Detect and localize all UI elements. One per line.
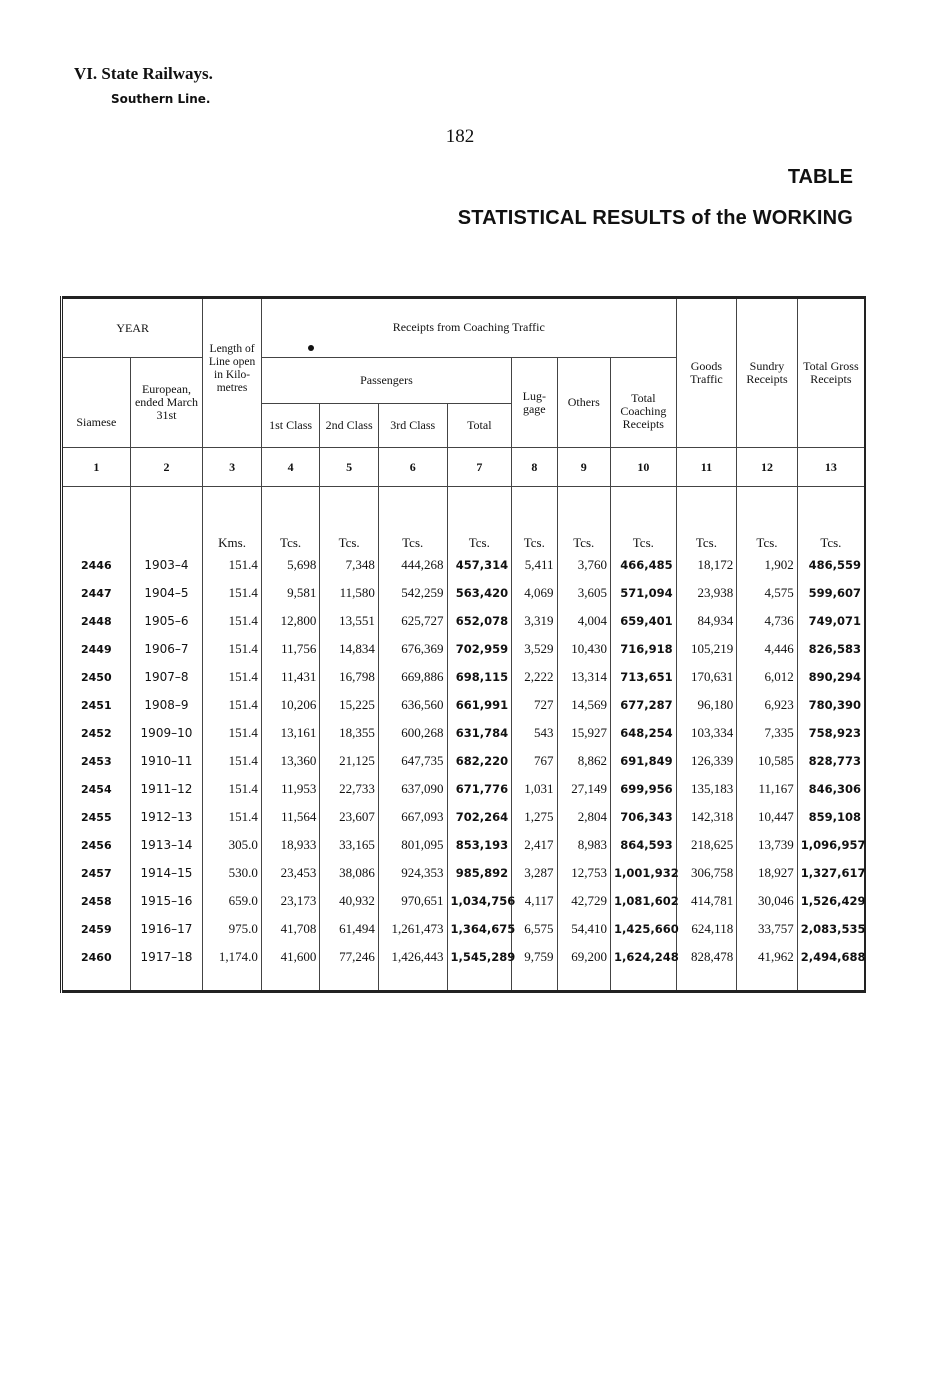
table-label: TABLE [787,166,853,188]
european-year-cell: 1912–13 [130,803,203,831]
second-class-cell: 21,125 [320,747,379,775]
coaching-total-cell: 713,651 [611,663,677,691]
sundry-receipts-cell: 10,585 [737,747,798,775]
third-class-cell: 625,727 [378,607,447,635]
european-year-cell: 1903–4 [130,551,203,579]
header-gross: Total Gross Receipts [797,298,865,448]
table-row [62,691,866,719]
siamese-year-cell: 2452 [62,719,131,747]
siamese-year-cell: 2455 [62,803,131,831]
line-length-cell: 151.4 [203,747,262,775]
gross-receipts-cell: 780,390 [797,691,865,719]
third-class-cell: 444,268 [378,551,447,579]
sundry-receipts-cell: 7,335 [737,719,798,747]
second-class-cell: 16,798 [320,663,379,691]
col-number: 10 [611,448,677,487]
gross-receipts-cell: 758,923 [797,719,865,747]
coaching-total-cell: 466,485 [611,551,677,579]
statistics-table [60,296,866,993]
second-class-cell: 23,607 [320,803,379,831]
first-class-cell: 12,800 [261,607,320,635]
table-row [62,915,866,943]
others-cell: 4,004 [557,607,610,635]
unit-label: Tcs. [797,487,865,552]
sundry-receipts-cell: 4,575 [737,579,798,607]
first-class-cell: 41,708 [261,915,320,943]
second-class-cell: 18,355 [320,719,379,747]
goods-traffic-cell: 218,625 [676,831,737,859]
european-year-cell: 1906–7 [130,635,203,663]
coaching-total-cell: 699,956 [611,775,677,803]
col-number: 11 [676,448,737,487]
others-cell: 13,314 [557,663,610,691]
sundry-receipts-cell: 4,446 [737,635,798,663]
second-class-cell: 7,348 [320,551,379,579]
goods-traffic-cell: 142,318 [676,803,737,831]
siamese-year-cell: 2448 [62,607,131,635]
page-number: 182 [445,126,475,147]
european-year-cell: 1910–11 [130,747,203,775]
col-number: 12 [737,448,798,487]
european-year-cell: 1904–5 [130,579,203,607]
gross-receipts-cell: 859,108 [797,803,865,831]
gross-receipts-cell: 2,083,535 [797,915,865,943]
line-length-cell: 151.4 [203,803,262,831]
siamese-year-cell: 2450 [62,663,131,691]
third-class-cell: 970,651 [378,887,447,915]
table-row [62,859,866,887]
line-length-cell: 151.4 [203,579,262,607]
sundry-receipts-cell: 6,923 [737,691,798,719]
european-year-cell: 1917–18 [130,943,203,971]
goods-traffic-cell: 103,334 [676,719,737,747]
header-coaching-total: Total Coaching Receipts [611,358,677,448]
european-year-cell: 1911–12 [130,775,203,803]
table-row [62,579,866,607]
european-year-cell: 1916–17 [130,915,203,943]
first-class-cell: 11,431 [261,663,320,691]
second-class-cell: 40,932 [320,887,379,915]
header-siamese: Siamese [62,358,131,448]
line-length-cell: 151.4 [203,607,262,635]
header-receipts [261,298,676,358]
col-number: 3 [203,448,262,487]
passenger-total-cell: 1,034,756 [447,887,512,915]
first-class-cell: 5,698 [261,551,320,579]
siamese-year-cell: 2454 [62,775,131,803]
sundry-receipts-cell: 11,167 [737,775,798,803]
goods-traffic-cell: 414,781 [676,887,737,915]
section-title: VI. State Railways. [74,64,213,83]
luggage-cell: 6,575 [512,915,557,943]
first-class-cell: 9,581 [261,579,320,607]
siamese-year-cell: 2460 [62,943,131,971]
european-year-cell: 1908–9 [130,691,203,719]
table-row [62,803,866,831]
gross-receipts-cell: 486,559 [797,551,865,579]
siamese-year-cell: 2447 [62,579,131,607]
table-row [62,635,866,663]
passenger-total-cell: 985,892 [447,859,512,887]
table-row [62,663,866,691]
table-row [62,775,866,803]
european-year-cell: 1905–6 [130,607,203,635]
coaching-total-cell: 691,849 [611,747,677,775]
line-length-cell: 1,174.0 [203,943,262,971]
header-length: Length of Line open in Kilo- metres [203,298,262,448]
unit-label: Tcs. [378,487,447,552]
header-sundry: Sundry Receipts [737,298,798,448]
third-class-cell: 924,353 [378,859,447,887]
others-cell: 27,149 [557,775,610,803]
european-year-cell: 1909–10 [130,719,203,747]
european-year-cell: 1915–16 [130,887,203,915]
luggage-cell: 4,117 [512,887,557,915]
unit-label [62,487,131,552]
header-others: Others [557,358,610,448]
siamese-year-cell: 2451 [62,691,131,719]
sundry-receipts-cell: 4,736 [737,607,798,635]
goods-traffic-cell: 170,631 [676,663,737,691]
line-length-cell: 151.4 [203,691,262,719]
others-cell: 10,430 [557,635,610,663]
sundry-receipts-cell: 13,739 [737,831,798,859]
table-row [62,747,866,775]
third-class-cell: 600,268 [378,719,447,747]
first-class-cell: 23,453 [261,859,320,887]
second-class-cell: 14,834 [320,635,379,663]
luggage-cell: 767 [512,747,557,775]
passenger-total-cell: 652,078 [447,607,512,635]
others-cell: 8,983 [557,831,610,859]
first-class-cell: 18,933 [261,831,320,859]
coaching-total-cell: 1,081,602 [611,887,677,915]
sundry-receipts-cell: 41,962 [737,943,798,971]
table-title: STATISTICAL RESULTS of the WORKING [457,207,853,229]
coaching-total-cell: 706,343 [611,803,677,831]
gross-receipts-cell: 846,306 [797,775,865,803]
unit-label: Tcs. [737,487,798,552]
passenger-total-cell: 698,115 [447,663,512,691]
sundry-receipts-cell: 6,012 [737,663,798,691]
gross-receipts-cell: 1,526,429 [797,887,865,915]
passenger-total-cell: 702,959 [447,635,512,663]
bullet-icon [308,345,314,351]
others-cell: 3,605 [557,579,610,607]
luggage-cell: 2,417 [512,831,557,859]
goods-traffic-cell: 306,758 [676,859,737,887]
header-passengers: Passengers [261,358,511,404]
passenger-total-cell: 853,193 [447,831,512,859]
first-class-cell: 13,161 [261,719,320,747]
passenger-total-cell: 682,220 [447,747,512,775]
col-number: 7 [447,448,512,487]
unit-label: Tcs. [676,487,737,552]
siamese-year-cell: 2457 [62,859,131,887]
table-row [62,719,866,747]
line-length-cell: 151.4 [203,635,262,663]
unit-label: Tcs. [512,487,557,552]
gross-receipts-cell: 599,607 [797,579,865,607]
first-class-cell: 11,564 [261,803,320,831]
others-cell: 2,804 [557,803,610,831]
siamese-year-cell: 2459 [62,915,131,943]
second-class-cell: 13,551 [320,607,379,635]
col-number: 6 [378,448,447,487]
luggage-cell: 1,031 [512,775,557,803]
unit-label: Tcs. [261,487,320,552]
siamese-year-cell: 2449 [62,635,131,663]
first-class-cell: 10,206 [261,691,320,719]
luggage-cell: 1,275 [512,803,557,831]
second-class-cell: 38,086 [320,859,379,887]
others-cell: 12,753 [557,859,610,887]
line-length-cell: 530.0 [203,859,262,887]
sundry-receipts-cell: 30,046 [737,887,798,915]
unit-label: Tcs. [447,487,512,552]
gross-receipts-cell: 2,494,688 [797,943,865,971]
others-cell: 3,760 [557,551,610,579]
header-european: European, ended March 31st [130,358,203,448]
table-row [62,943,866,971]
sundry-receipts-cell: 18,927 [737,859,798,887]
header-receipts-label: Receipts from Coaching Traffic [392,320,545,334]
european-year-cell: 1907–8 [130,663,203,691]
table-row [62,551,866,579]
others-cell: 69,200 [557,943,610,971]
second-class-cell: 61,494 [320,915,379,943]
third-class-cell: 667,093 [378,803,447,831]
section-subtitle: Southern Line. [111,92,211,106]
line-length-cell: 975.0 [203,915,262,943]
goods-traffic-cell: 135,183 [676,775,737,803]
third-class-cell: 676,369 [378,635,447,663]
siamese-year-cell: 2456 [62,831,131,859]
coaching-total-cell: 864,593 [611,831,677,859]
passenger-total-cell: 457,314 [447,551,512,579]
passenger-total-cell: 1,364,675 [447,915,512,943]
third-class-cell: 1,261,473 [378,915,447,943]
header-class3: 3rd Class [378,404,447,448]
col-number: 5 [320,448,379,487]
others-cell: 54,410 [557,915,610,943]
header-pass-total: Total [447,404,512,448]
first-class-cell: 13,360 [261,747,320,775]
luggage-cell: 543 [512,719,557,747]
gross-receipts-cell: 826,583 [797,635,865,663]
sundry-receipts-cell: 10,447 [737,803,798,831]
line-length-cell: 151.4 [203,551,262,579]
unit-label: Tcs. [320,487,379,552]
gross-receipts-cell: 1,327,617 [797,859,865,887]
second-class-cell: 15,225 [320,691,379,719]
col-number: 8 [512,448,557,487]
passenger-total-cell: 661,991 [447,691,512,719]
luggage-cell: 4,069 [512,579,557,607]
col-number: 1 [62,448,131,487]
col-number: 4 [261,448,320,487]
third-class-cell: 669,886 [378,663,447,691]
second-class-cell: 11,580 [320,579,379,607]
header-class1: 1st Class [261,404,320,448]
gross-receipts-cell: 890,294 [797,663,865,691]
first-class-cell: 41,600 [261,943,320,971]
sundry-receipts-cell: 1,902 [737,551,798,579]
luggage-cell: 3,319 [512,607,557,635]
passenger-total-cell: 671,776 [447,775,512,803]
goods-traffic-cell: 126,339 [676,747,737,775]
header-luggage: Lug- gage [512,358,557,448]
table-row [62,831,866,859]
table-row [62,887,866,915]
col-number: 2 [130,448,203,487]
coaching-total-cell: 1,624,248 [611,943,677,971]
gross-receipts-cell: 749,071 [797,607,865,635]
third-class-cell: 647,735 [378,747,447,775]
goods-traffic-cell: 828,478 [676,943,737,971]
coaching-total-cell: 1,425,660 [611,915,677,943]
third-class-cell: 637,090 [378,775,447,803]
third-class-cell: 1,426,443 [378,943,447,971]
others-cell: 8,862 [557,747,610,775]
header-goods: Goods Traffic [676,298,737,448]
coaching-total-cell: 571,094 [611,579,677,607]
line-length-cell: 151.4 [203,775,262,803]
passenger-total-cell: 702,264 [447,803,512,831]
unit-label: Tcs. [557,487,610,552]
third-class-cell: 801,095 [378,831,447,859]
coaching-total-cell: 677,287 [611,691,677,719]
passenger-total-cell: 563,420 [447,579,512,607]
line-length-cell: 151.4 [203,663,262,691]
first-class-cell: 11,756 [261,635,320,663]
luggage-cell: 727 [512,691,557,719]
luggage-cell: 5,411 [512,551,557,579]
luggage-cell: 3,287 [512,859,557,887]
siamese-year-cell: 2446 [62,551,131,579]
passenger-total-cell: 631,784 [447,719,512,747]
header-class2: 2nd Class [320,404,379,448]
goods-traffic-cell: 96,180 [676,691,737,719]
luggage-cell: 9,759 [512,943,557,971]
col-number: 9 [557,448,610,487]
goods-traffic-cell: 18,172 [676,551,737,579]
third-class-cell: 636,560 [378,691,447,719]
siamese-year-cell: 2458 [62,887,131,915]
luggage-cell: 3,529 [512,635,557,663]
second-class-cell: 22,733 [320,775,379,803]
others-cell: 15,927 [557,719,610,747]
coaching-total-cell: 659,401 [611,607,677,635]
others-cell: 42,729 [557,887,610,915]
line-length-cell: 305.0 [203,831,262,859]
first-class-cell: 11,953 [261,775,320,803]
unit-label: Tcs. [611,487,677,552]
unit-label: Kms. [203,487,262,552]
passenger-total-cell: 1,545,289 [447,943,512,971]
european-year-cell: 1914–15 [130,859,203,887]
third-class-cell: 542,259 [378,579,447,607]
unit-label [130,487,203,552]
second-class-cell: 77,246 [320,943,379,971]
sundry-receipts-cell: 33,757 [737,915,798,943]
coaching-total-cell: 1,001,932 [611,859,677,887]
siamese-year-cell: 2453 [62,747,131,775]
coaching-total-cell: 648,254 [611,719,677,747]
gross-receipts-cell: 828,773 [797,747,865,775]
others-cell: 14,569 [557,691,610,719]
goods-traffic-cell: 624,118 [676,915,737,943]
coaching-total-cell: 716,918 [611,635,677,663]
european-year-cell: 1913–14 [130,831,203,859]
goods-traffic-cell: 105,219 [676,635,737,663]
goods-traffic-cell: 23,938 [676,579,737,607]
luggage-cell: 2,222 [512,663,557,691]
line-length-cell: 659.0 [203,887,262,915]
table-row [62,607,866,635]
second-class-cell: 33,165 [320,831,379,859]
header-year: YEAR [62,298,203,358]
gross-receipts-cell: 1,096,957 [797,831,865,859]
col-number: 13 [797,448,865,487]
line-length-cell: 151.4 [203,719,262,747]
goods-traffic-cell: 84,934 [676,607,737,635]
first-class-cell: 23,173 [261,887,320,915]
